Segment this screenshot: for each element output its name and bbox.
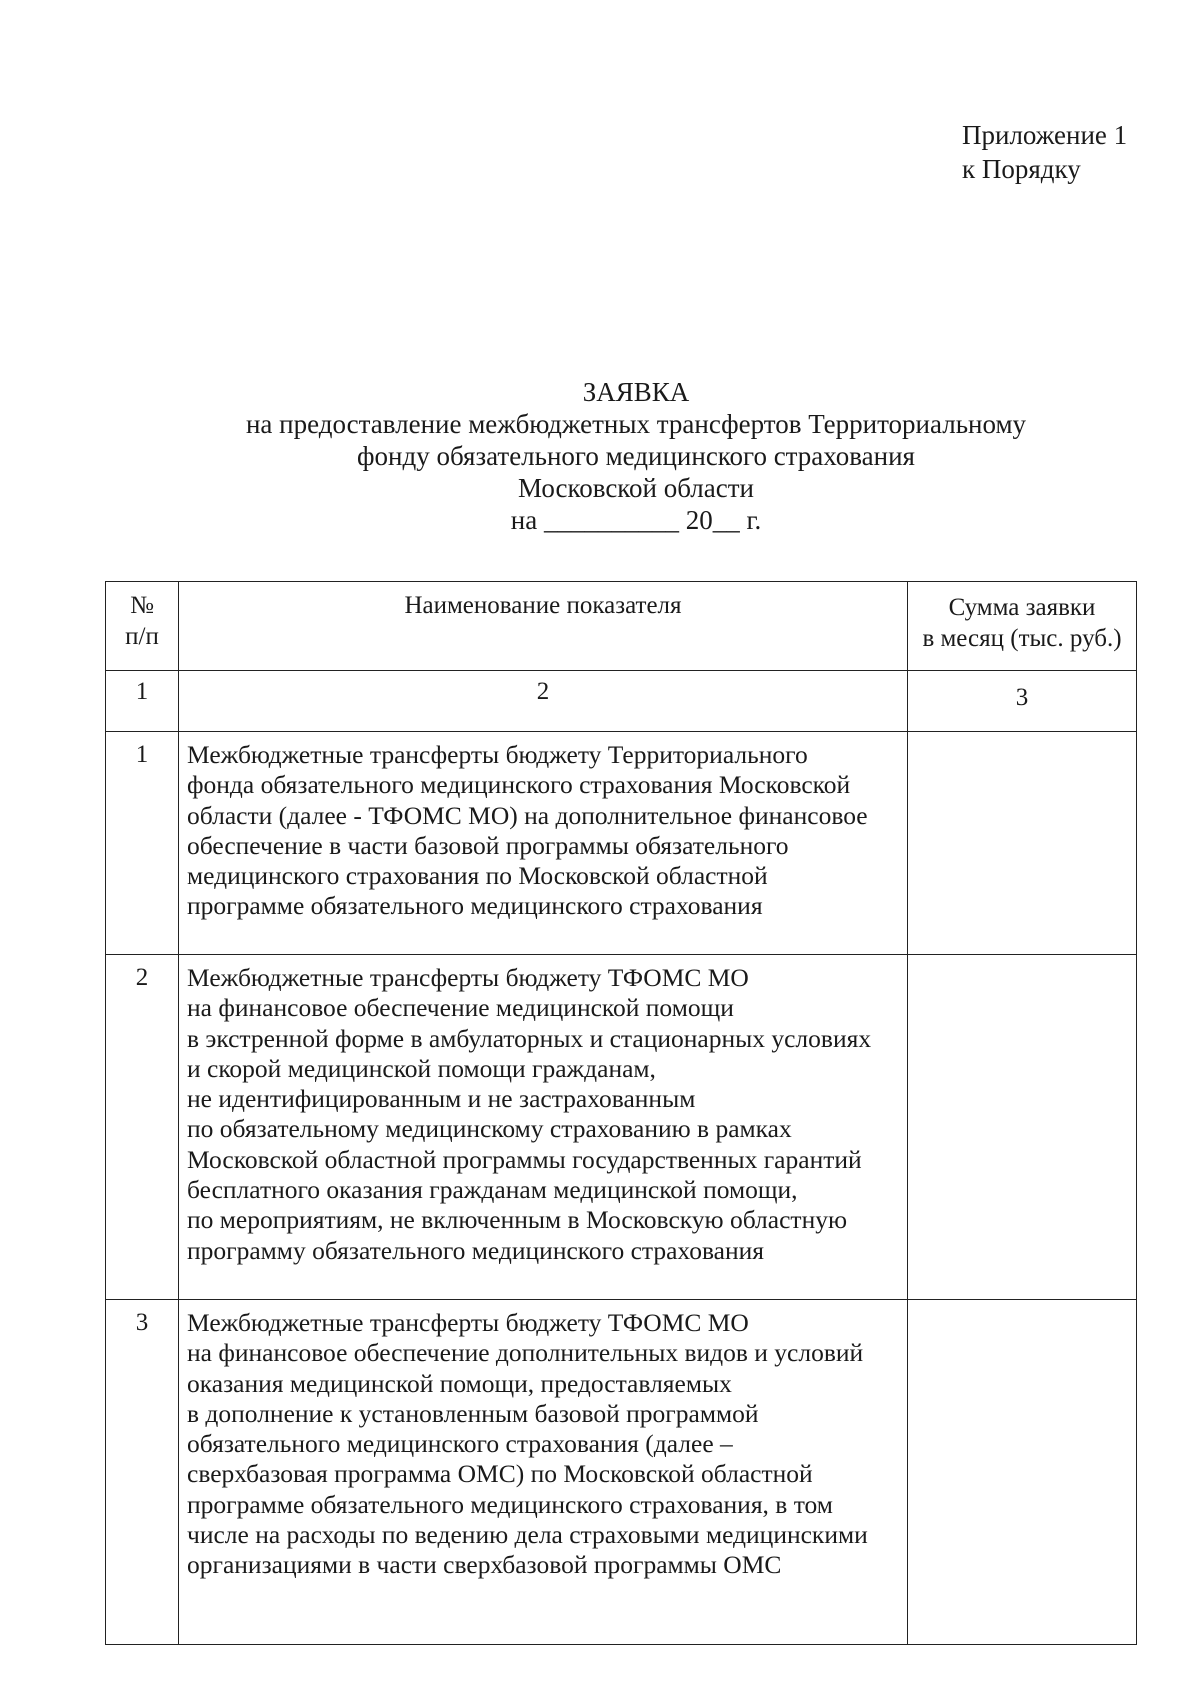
row-indicator-name	[179, 955, 908, 1300]
table-row	[106, 1300, 1137, 1645]
header-number-line-2: п/п	[125, 623, 159, 650]
table-row	[106, 732, 1137, 955]
title-line-1: ЗАЯВКА	[582, 377, 690, 407]
row-text-line: фонда обязательного медицинского страхования Московской	[187, 770, 851, 800]
column-index-1: 1	[106, 671, 179, 732]
header-request-sum	[908, 582, 1137, 671]
table-row	[106, 955, 1137, 1300]
row-text-line: программе обязательного медицинского страхования, в том	[187, 1489, 833, 1519]
header-number	[106, 582, 179, 671]
row-number: 1	[106, 732, 179, 955]
header-number-line-1: №	[130, 592, 154, 619]
row-text-line: организациями в части сверхбазовой программы ОМС	[187, 1550, 782, 1580]
row-text-line: не идентифицированным и не застрахованным	[187, 1084, 696, 1114]
title-line-4: Московской области	[517, 473, 754, 503]
title-line-2: на предоставление межбюджетных трансфертов Территориальному	[245, 409, 1027, 439]
row-text-line: по обязательному медицинскому страхованию в рамках	[187, 1114, 792, 1144]
row-text-line: Межбюджетные трансферты бюджету ТФОМС МО	[187, 1308, 749, 1337]
document-title	[0, 376, 1200, 536]
row-text-line: и скорой медицинской помощи гражданам,	[187, 1053, 656, 1083]
row-text-line: на финансовое обеспечение дополнительных видов и условий	[187, 1338, 864, 1368]
column-index-3: 3	[908, 671, 1137, 732]
row-text-line: на финансовое обеспечение медицинской помощи	[187, 993, 734, 1023]
header-sum-line-2: в месяц (тыс. руб.)	[922, 625, 1122, 652]
row-number: 2	[106, 955, 179, 1300]
row-text-line: Межбюджетные трансферты бюджету Территориального	[187, 740, 808, 769]
row-text-line: обеспечение в части базовой программы обязательного	[187, 830, 789, 860]
row-text-line: Московской областной программы государственных гарантий	[187, 1144, 862, 1174]
row-text-line: медицинского страхования по Московской областной	[187, 861, 768, 891]
row-text-line: программе обязательного медицинского страхования	[187, 891, 763, 921]
header-indicator-name	[179, 582, 908, 671]
row-text-line: по мероприятиям, не включенным в Московскую областную	[187, 1205, 848, 1235]
row-indicator-name	[179, 732, 908, 955]
appendix-reference	[962, 118, 1127, 186]
row-text-line: программу обязательного медицинского страхования	[187, 1235, 764, 1265]
row-text-line: числе на расходы по ведению дела страховыми медицинскими	[187, 1520, 868, 1550]
row-sum-value[interactable]	[908, 1300, 1137, 1645]
row-text-line: бесплатного оказания гражданам медицинской помощи,	[187, 1175, 798, 1205]
row-text-line: оказания медицинской помощи, предоставляемых	[187, 1368, 732, 1398]
row-text-line: в экстренной форме в амбулаторных и стационарных условиях	[187, 1023, 872, 1053]
row-text-line: в дополнение к установленным базовой программой	[187, 1398, 759, 1428]
header-sum-line-1: Сумма заявки	[948, 594, 1096, 621]
row-indicator-name	[179, 1300, 908, 1645]
column-index-2: 2	[179, 671, 908, 732]
title-line-3: фонду обязательного медицинского страхования	[357, 441, 915, 471]
row-number: 3	[106, 1300, 179, 1645]
appendix-line-2: к Порядку	[962, 154, 1081, 184]
column-index-row	[106, 671, 1137, 732]
request-table	[105, 581, 1137, 1645]
row-sum-value[interactable]	[908, 732, 1137, 955]
row-text-line: обязательного медицинского страхования (далее –	[187, 1429, 733, 1459]
row-text-line: сверхбазовая программа ОМС) по Московской областной	[187, 1459, 813, 1489]
header-indicator-name-text: Наименование показателя	[404, 592, 682, 619]
row-sum-value[interactable]	[908, 955, 1137, 1300]
table-header-row	[106, 582, 1137, 671]
row-text-line: Межбюджетные трансферты бюджету ТФОМС МО	[187, 963, 749, 992]
title-line-5: на __________ 20__ г.	[510, 505, 762, 535]
row-text-line: области (далее - ТФОМС МО) на дополнительное финансовое	[187, 800, 868, 830]
appendix-line-1: Приложение 1	[962, 120, 1128, 150]
